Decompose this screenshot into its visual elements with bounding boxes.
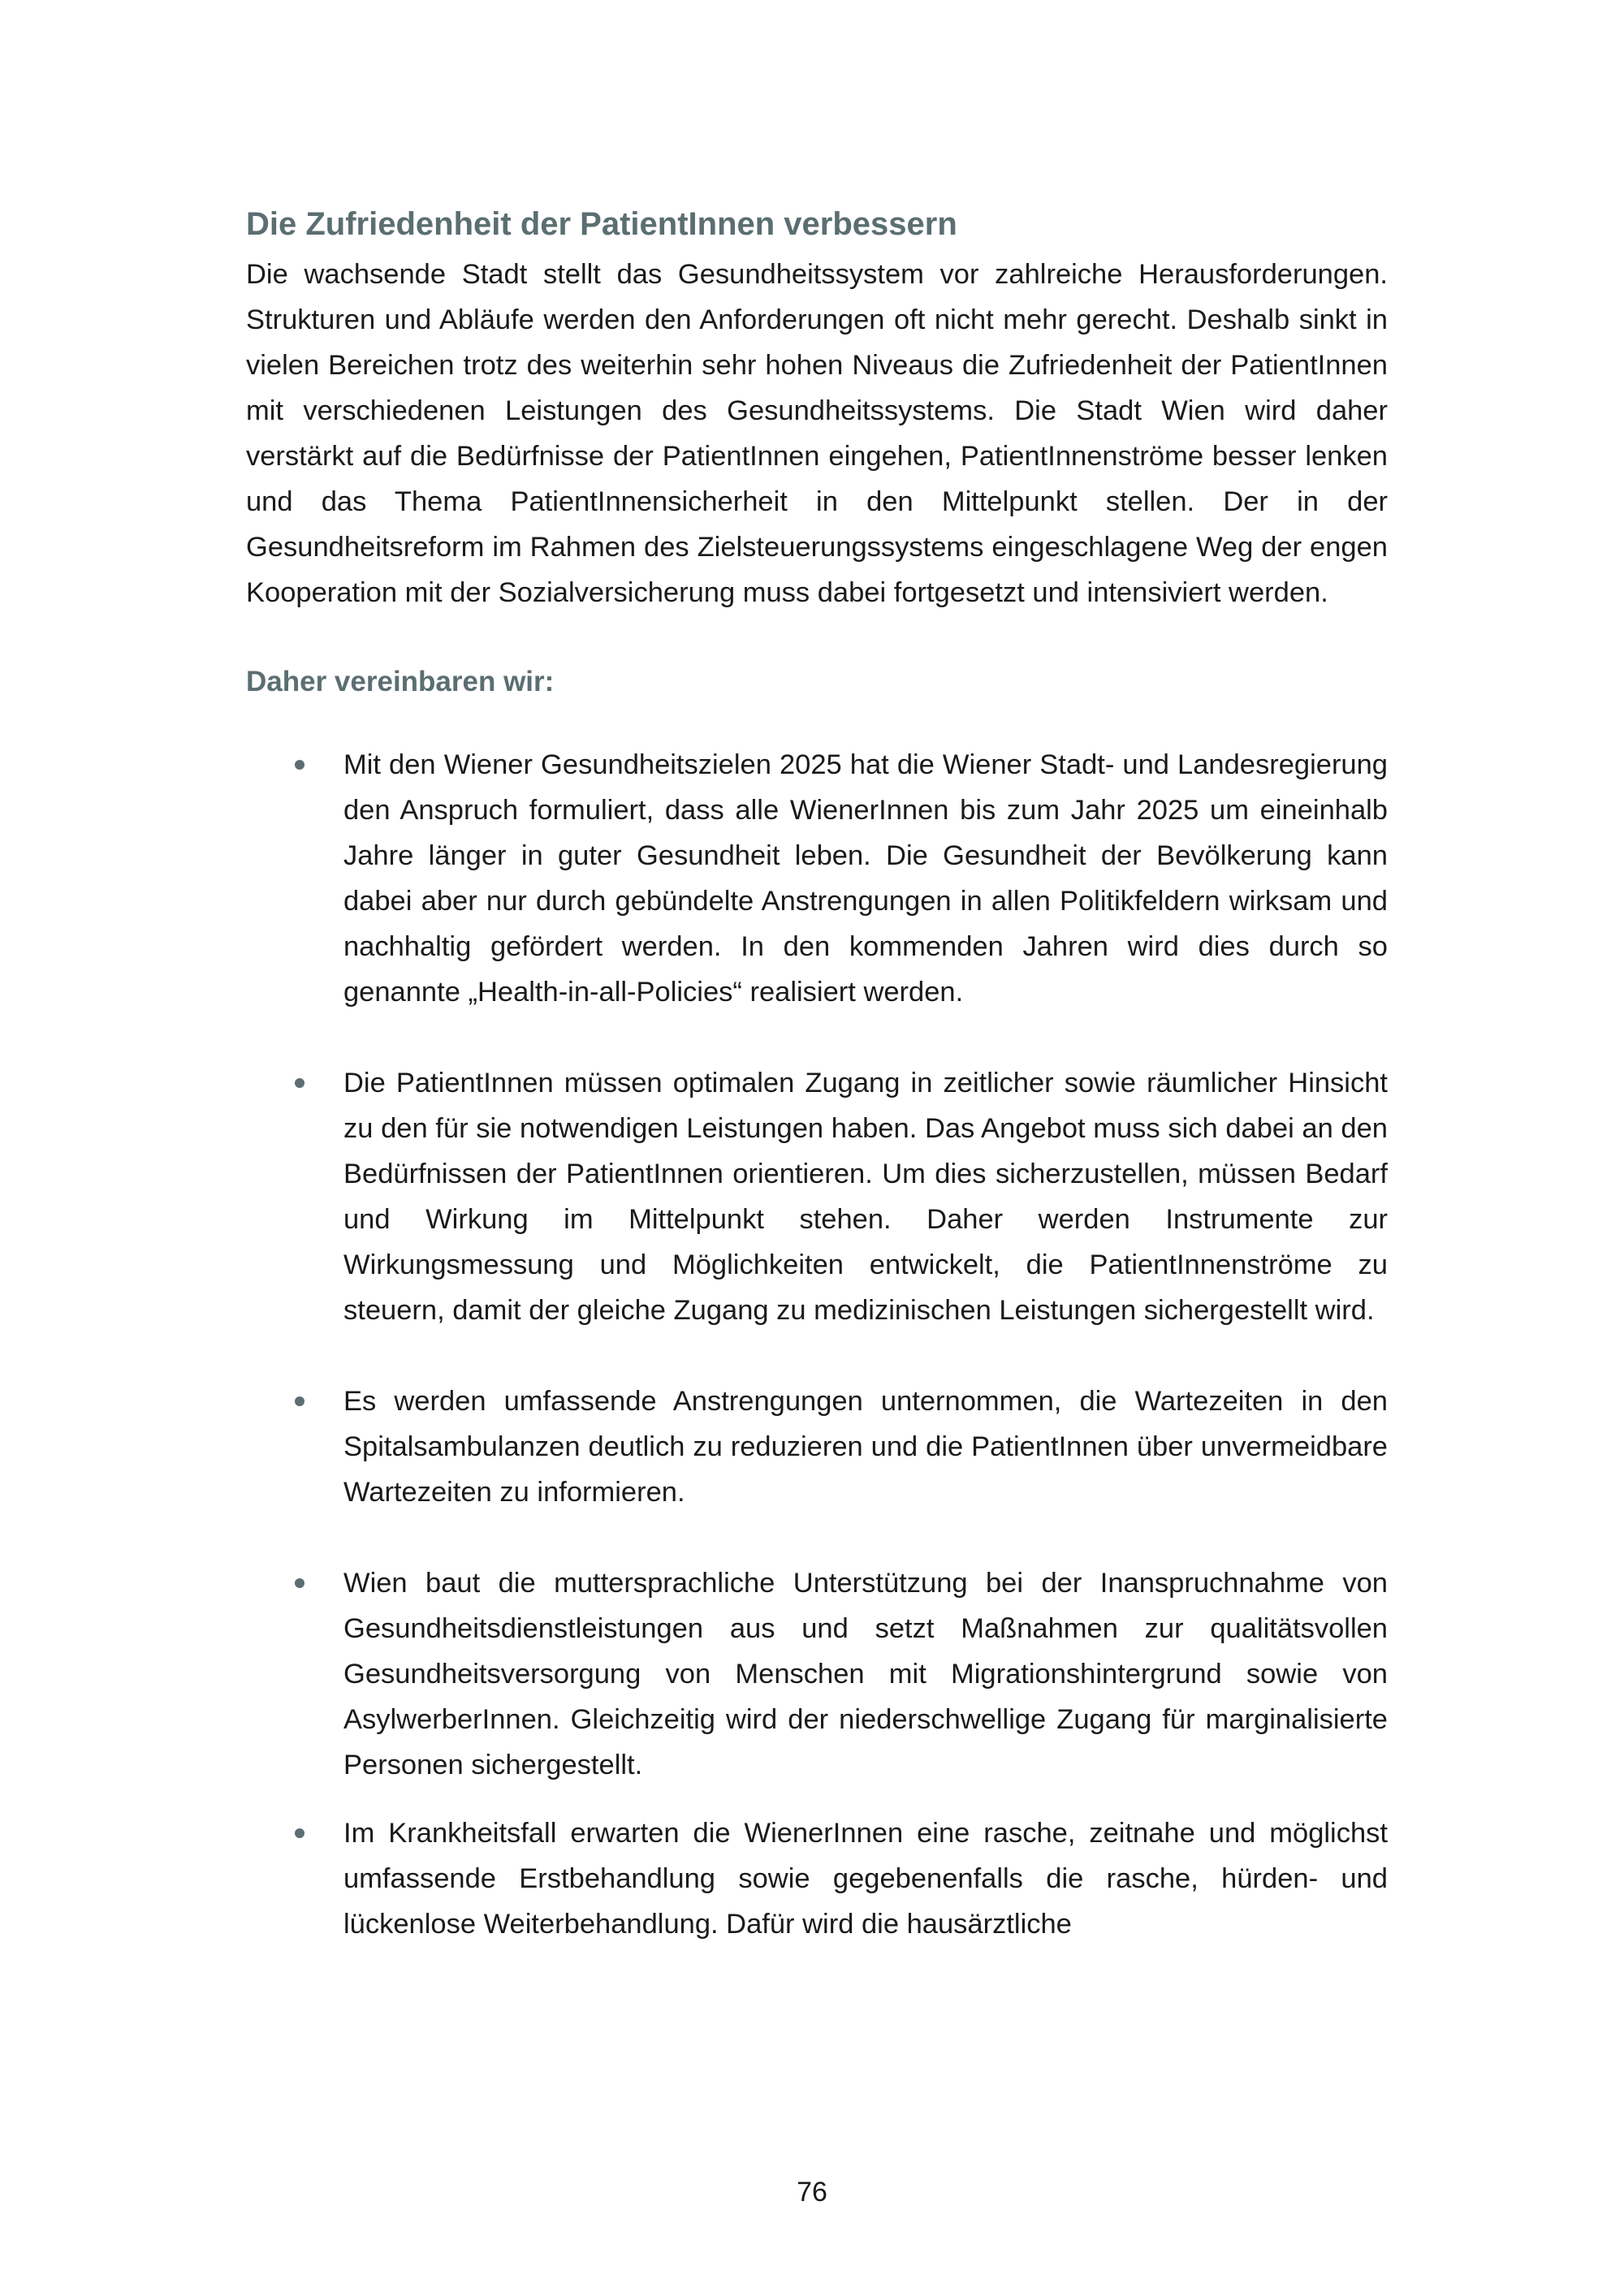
- list-item-text: Wien baut die muttersprachliche Unterstützung bei der Inanspruchnahme von Gesundheitsdienstleistungen aus und setzt Maßnahmen zur qualitätsvollen Gesundheitsversorgung von Menschen mit Migrationshintergrund sowie von AsylwerberInnen. Gleichzeitig wird der niederschwellige Zugang für marginalisierte Personen sichergestellt.: [343, 1568, 1388, 1780]
- list-item: [246, 1560, 1388, 1788]
- list-item-text: Mit den Wiener Gesundheitszielen 2025 hat die Wiener Stadt- und Landesregierung den Anspruch formuliert, dass alle WienerInnen bis zum Jahr 2025 um eineinhalb Jahre länger in guter Gesundheit leben. Die Gesundheit der Bevölkerung kann dabei aber nur durch gebündelte Anstrengungen in allen Politikfeldern wirksam und nachhaltig gefördert werden. In den kommenden Jahren wird dies durch so genannte „Health-in-all-Policies“ realisiert werden.: [343, 749, 1388, 1008]
- bullet-icon: [295, 760, 304, 770]
- list-item: [246, 1379, 1388, 1515]
- list-item: [246, 1060, 1388, 1333]
- list-item: [246, 742, 1388, 1015]
- agreement-list: [246, 742, 1388, 1947]
- agreement-subheading: Daher vereinbaren wir:: [246, 666, 555, 697]
- page-content: [246, 201, 1388, 1947]
- bullet-icon: [295, 1578, 304, 1588]
- intro-paragraph: Die wachsende Stadt stellt das Gesundheitssystem vor zahlreiche Herausforderungen. Strukturen und Abläufe werden den Anforderungen oft nicht mehr gerecht. Deshalb sinkt in vielen Bereichen trotz des weiterhin sehr hohen Niveaus die Zufriedenheit der PatientInnen mit verschiedenen Leistungen des Gesundheitssystems. Die Stadt Wien wird daher verstärkt auf die Bedürfnisse der PatientInnen eingehen, PatientInnenströme besser lenken und das Thema PatientInnensicherheit in den Mittelpunkt stellen. Der in der Gesundheitsreform im Rahmen des Zielsteuerungssystems eingeschlagene Weg der engen Kooperation mit der Sozialversicherung muss dabei fortgesetzt und intensiviert werden.: [246, 259, 1388, 608]
- bullet-icon: [295, 1078, 304, 1088]
- list-item-text: Die PatientInnen müssen optimalen Zugang in zeitlicher sowie räumlicher Hinsicht zu den für sie notwendigen Leistungen haben. Das Angebot muss sich dabei an den Bedürfnissen der PatientInnen orientieren. Um dies sicherzustellen, müssen Bedarf und Wirkung im Mittelpunkt stehen. Daher werden Instrumente zur Wirkungsmessung und Möglichkeiten entwickelt, die PatientInnenströme zu steuern, damit der gleiche Zugang zu medizinischen Leistungen sichergestellt wird.: [343, 1068, 1388, 1326]
- bullet-icon: [295, 1828, 304, 1838]
- page-number: 76: [797, 2177, 827, 2208]
- list-item: [246, 1810, 1388, 1947]
- section-heading: Die Zufriedenheit der PatientInnen verbessern: [246, 206, 957, 242]
- list-item-text: Im Krankheitsfall erwarten die WienerInnen eine rasche, zeitnahe und möglichst umfassende Erstbehandlung sowie gegebenenfalls die rasche, hürden- und lückenlose Weiterbehandlung. Dafür wird die hausärztliche: [343, 1818, 1388, 1940]
- list-item-text: Es werden umfassende Anstrengungen unternommen, die Wartezeiten in den Spitalsambulanzen deutlich zu reduzieren und die PatientInnen über unvermeidbare Wartezeiten zu informieren.: [343, 1386, 1388, 1508]
- bullet-icon: [295, 1396, 304, 1406]
